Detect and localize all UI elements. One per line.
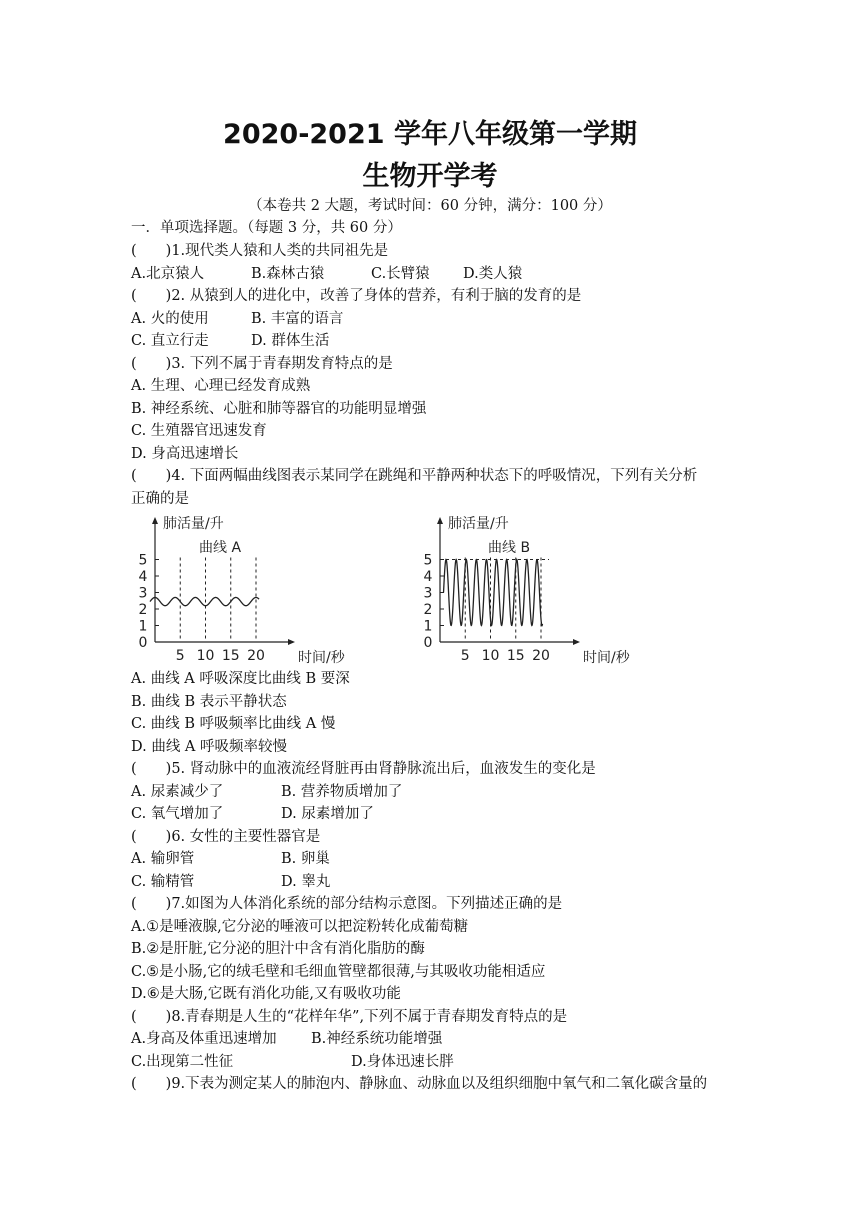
q7-option-a: A.①是唾液腺,它分泌的唾液可以把淀粉转化成葡萄糖 <box>131 919 469 935</box>
q3-option-d: D. 身高迅速增长 <box>131 446 239 462</box>
chart-b-x-tick-label: 5 <box>460 648 470 664</box>
q8-options-row1 <box>131 1029 442 1049</box>
q1-options <box>131 264 522 284</box>
q5-stem: ( )5. 肾动脉中的血液流经肾脏再由肾静脉流出后，血液发生的变化是 <box>131 761 596 777</box>
q4-option-b: B. 曲线 B 表示平静状态 <box>131 694 287 710</box>
chart-b-x-tick-label: 15 <box>506 648 525 664</box>
chart-curve-a <box>130 512 360 667</box>
q5-options-row1 <box>131 782 402 802</box>
q4-stem-cont: 正确的是 <box>131 491 189 507</box>
chart-b-x-tick-label: 10 <box>481 648 500 664</box>
chart-b-y-arrow <box>437 517 443 524</box>
q6-option-d: D. 睾丸 <box>281 874 331 890</box>
chart-b-y-label: 肺活量/升 <box>448 516 509 532</box>
q1-option-a: A.北京猿人 <box>131 266 205 282</box>
chart-b-x-tick-label: 20 <box>532 648 550 664</box>
chart-b-curve <box>444 560 543 626</box>
chart-a-y-arrow <box>152 517 158 524</box>
q2-option-a: A. 火的使用 <box>131 311 209 327</box>
q8-option-a: A.身高及体重迅速增加 <box>131 1031 277 1047</box>
chart-b-y-tick-label: 3 <box>423 585 433 602</box>
chart-b-y-tick-label: 1 <box>423 618 433 635</box>
q4-option-a: A. 曲线 A 呼吸深度比曲线 B 要深 <box>131 671 350 687</box>
q7-option-b: B.②是肝脏,它分泌的胆汁中含有消化脂肪的酶 <box>131 941 425 957</box>
chart-a-y-tick-label: 4 <box>138 569 148 585</box>
q5-option-b: B. 营养物质增加了 <box>281 784 403 800</box>
q4-option-c: C. 曲线 B 呼吸频率比曲线 A 慢 <box>131 716 336 732</box>
q5-options-row2 <box>131 804 374 824</box>
q3-stem: ( )3. 下列不属于青春期发育特点的是 <box>131 356 393 372</box>
q9-stem: ( )9.下表为测定某人的肺泡内、静脉血、动脉血以及组织细胞中氧气和二氧化碳含量的 <box>131 1076 708 1092</box>
q3-option-b: B. 神经系统、心脏和肺等器官的功能明显增强 <box>131 401 427 417</box>
exam-title: 2020-2021 学年八年级第一学期 <box>223 119 637 150</box>
q2-stem: ( )2. 从猿到人的进化中，改善了身体的营养，有利于脑的发育的是 <box>131 288 582 304</box>
q3-option-c: C. 生殖器官迅速发育 <box>131 423 267 439</box>
q7-option-d: D.⑥是大肠,它既有消化功能,又有吸收功能 <box>131 986 401 1002</box>
q1-option-b: B.森林古猿 <box>251 266 325 282</box>
q1-stem: ( )1.现代类人猿和人类的共同祖先是 <box>131 243 389 259</box>
chart-a-title: 曲线 A <box>199 540 242 556</box>
chart-a-y-tick-label: 3 <box>138 585 148 602</box>
section-heading: 一．单项选择题。（每题 3 分，共 60 分） <box>131 220 402 236</box>
q7-stem: ( )7.如图为人体消化系统的部分结构示意图。下列描述正确的是 <box>131 896 563 912</box>
q2-option-b: B. 丰富的语言 <box>251 311 344 327</box>
chart-b-y-tick-label: 2 <box>423 602 433 618</box>
chart-a-y-tick-label: 2 <box>138 602 148 618</box>
q5-option-d: D. 尿素增加了 <box>281 806 374 822</box>
q4-stem: ( )4. 下面两幅曲线图表示某同学在跳绳和平静两种状态下的呼吸情况，下列有关分析 <box>131 468 698 484</box>
chart-a-x-tick-label: 20 <box>247 648 265 664</box>
q8-options-row2 <box>131 1052 454 1072</box>
chart-a-y-tick-label: 5 <box>138 552 148 569</box>
exam-info: （本卷共 2 大题，考试时间：60 分钟，满分：100 分） <box>248 198 612 214</box>
q4-option-d: D. 曲线 A 呼吸频率较慢 <box>131 739 288 755</box>
q8-option-b: B.神经系统功能增强 <box>311 1031 443 1047</box>
chart-a-y-tick-label: 1 <box>138 618 148 635</box>
chart-b-y-tick-label: 4 <box>423 569 433 585</box>
q8-option-c: C.出现第二性征 <box>131 1054 234 1070</box>
q6-stem: ( )6. 女性的主要性器官是 <box>131 829 321 845</box>
q3-option-a: A. 生理、心理已经发育成熟 <box>131 378 311 394</box>
chart-b-x-arrow <box>573 639 580 645</box>
q6-options-row1 <box>131 849 330 869</box>
q8-stem: ( )8.青春期是人生的“花样年华”,下列不属于青春期发育特点的是 <box>131 1009 568 1025</box>
q6-option-a: A. 输卵管 <box>131 851 195 867</box>
chart-a-x-tick-label: 10 <box>196 648 215 664</box>
q8-option-d: D.身体迅速长胖 <box>351 1054 454 1070</box>
q1-option-c: C.长臂猿 <box>371 266 430 282</box>
chart-a-x-arrow <box>288 639 295 645</box>
exam-subtitle: 生物开学考 <box>362 161 498 192</box>
q5-option-a: A. 尿素减少了 <box>131 784 224 800</box>
chart-a-y-tick-label: 0 <box>138 635 148 651</box>
chart-b-title: 曲线 B <box>488 540 531 556</box>
q7-option-c: C.⑤是小肠,它的绒毛壁和毛细血管壁都很薄,与其吸收功能相适应 <box>131 964 546 980</box>
q6-option-b: B. 卵巢 <box>281 851 330 867</box>
q2-option-c: C. 直立行走 <box>131 333 209 349</box>
chart-a-x-label: 时间/秒 <box>298 650 345 666</box>
chart-a-x-tick-label: 5 <box>175 648 185 664</box>
chart-a-curve <box>150 597 259 605</box>
q2-options-row1 <box>131 309 343 329</box>
chart-b-x-label: 时间/秒 <box>583 650 630 666</box>
q6-options-row2 <box>131 872 330 892</box>
chart-a-y-label: 肺活量/升 <box>163 516 224 532</box>
chart-b-y-tick-label: 0 <box>423 635 433 651</box>
chart-curve-b <box>415 512 645 667</box>
q6-option-c: C. 输精管 <box>131 874 195 890</box>
chart-a-x-tick-label: 15 <box>221 648 240 664</box>
q2-options-row2 <box>131 331 329 351</box>
q1-option-d: D.类人猿 <box>463 266 523 282</box>
q2-option-d: D. 群体生活 <box>251 333 330 349</box>
q5-option-c: C. 氧气增加了 <box>131 806 224 822</box>
chart-b-y-tick-label: 5 <box>423 552 433 569</box>
